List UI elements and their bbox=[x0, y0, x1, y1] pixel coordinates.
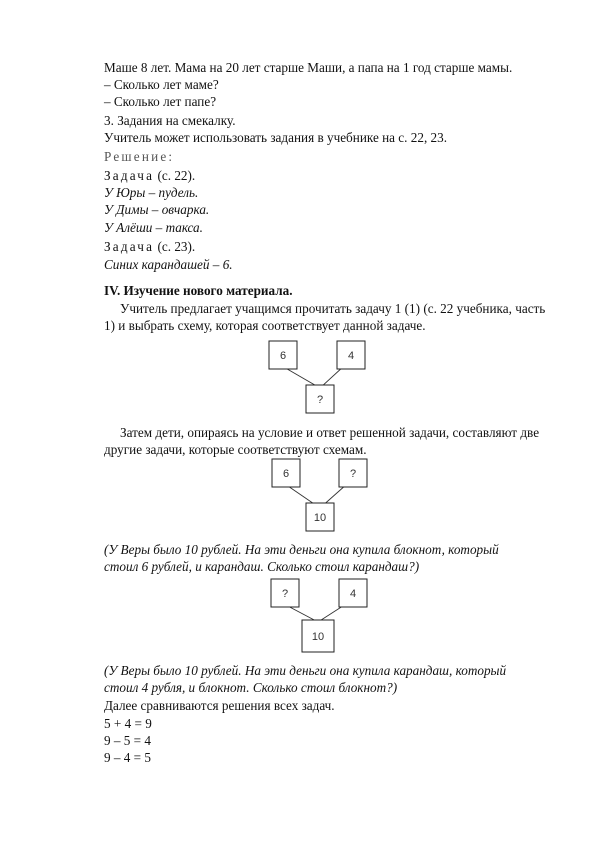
paragraph-3-line-1: (У Веры было 10 рублей. На эти деньги она купила блокнот, который bbox=[104, 542, 499, 557]
answer-pencils: Синих карандашей – 6. bbox=[104, 257, 233, 272]
scheme-value-bottom: 10 bbox=[313, 512, 327, 524]
scheme-diagram-3 bbox=[264, 578, 374, 656]
answer-dima: У Димы – овчарка. bbox=[104, 202, 210, 217]
task-word: Задача bbox=[104, 239, 155, 254]
task-page-ref: (с. 22). bbox=[154, 168, 196, 183]
paragraph-2-line-2: другие задачи, которые соответствуют схемам. bbox=[104, 442, 367, 457]
answer-alyosha: У Алёши – такса. bbox=[104, 220, 203, 235]
section-heading-new-material: IV. Изучение нового материала. bbox=[104, 283, 293, 298]
paragraph-4-line-2: стоил 4 рубля, и блокнот. Сколько стоил блокнот?) bbox=[104, 680, 398, 695]
answer-yura: У Юры – пудель. bbox=[104, 185, 199, 200]
equation-1: 5 + 4 = 9 bbox=[104, 716, 152, 731]
solution-label: Решение: bbox=[104, 149, 175, 164]
scheme-diagram-2 bbox=[265, 458, 375, 533]
scheme-value-left: 6 bbox=[279, 350, 287, 362]
question-mother-age: – Сколько лет маме? bbox=[104, 77, 219, 92]
equation-3: 9 – 4 = 5 bbox=[104, 750, 151, 765]
scheme-value-right: 4 bbox=[349, 588, 357, 600]
paragraph-1-line-1: Учитель предлагает учащимся прочитать задачу 1 (1) (с. 22 учебника, часть bbox=[120, 301, 546, 316]
task-label-23 bbox=[104, 239, 195, 255]
section-heading-tasks: 3. Задания на смекалку. bbox=[104, 113, 236, 128]
scheme-diagram-1 bbox=[262, 340, 372, 415]
comparison-note: Далее сравниваются решения всех задач. bbox=[104, 698, 335, 713]
scheme-value-right: ? bbox=[349, 468, 357, 480]
task-label-22 bbox=[104, 168, 195, 184]
paragraph-4-line-1: (У Веры было 10 рублей. На эти деньги она купила карандаш, который bbox=[104, 663, 507, 678]
paragraph-2-line-1: Затем дети, опираясь на условие и ответ решенной задачи, составляют две bbox=[120, 425, 540, 440]
paragraph-1-line-2: 1) и выбрать схему, которая соответствует данной задаче. bbox=[104, 318, 426, 333]
task-word: Задача bbox=[104, 168, 155, 183]
scheme-value-bottom: ? bbox=[316, 394, 324, 406]
teacher-note: Учитель может использовать задания в учебнике на с. 22, 23. bbox=[104, 130, 448, 145]
scheme-value-left: 6 bbox=[282, 468, 290, 480]
scheme-value-right: 4 bbox=[347, 350, 355, 362]
scheme-value-bottom: 10 bbox=[311, 631, 325, 643]
problem-text-line: Маше 8 лет. Мама на 20 лет старше Маши, а папа на 1 год старше мамы. bbox=[104, 60, 513, 75]
task-page-ref: (с. 23). bbox=[154, 239, 196, 254]
equation-2: 9 – 5 = 4 bbox=[104, 733, 151, 748]
scheme-value-left: ? bbox=[281, 588, 289, 600]
paragraph-3-line-2: стоил 6 рублей, и карандаш. Сколько стоил карандаш?) bbox=[104, 559, 420, 574]
question-father-age: – Сколько лет папе? bbox=[104, 94, 217, 109]
